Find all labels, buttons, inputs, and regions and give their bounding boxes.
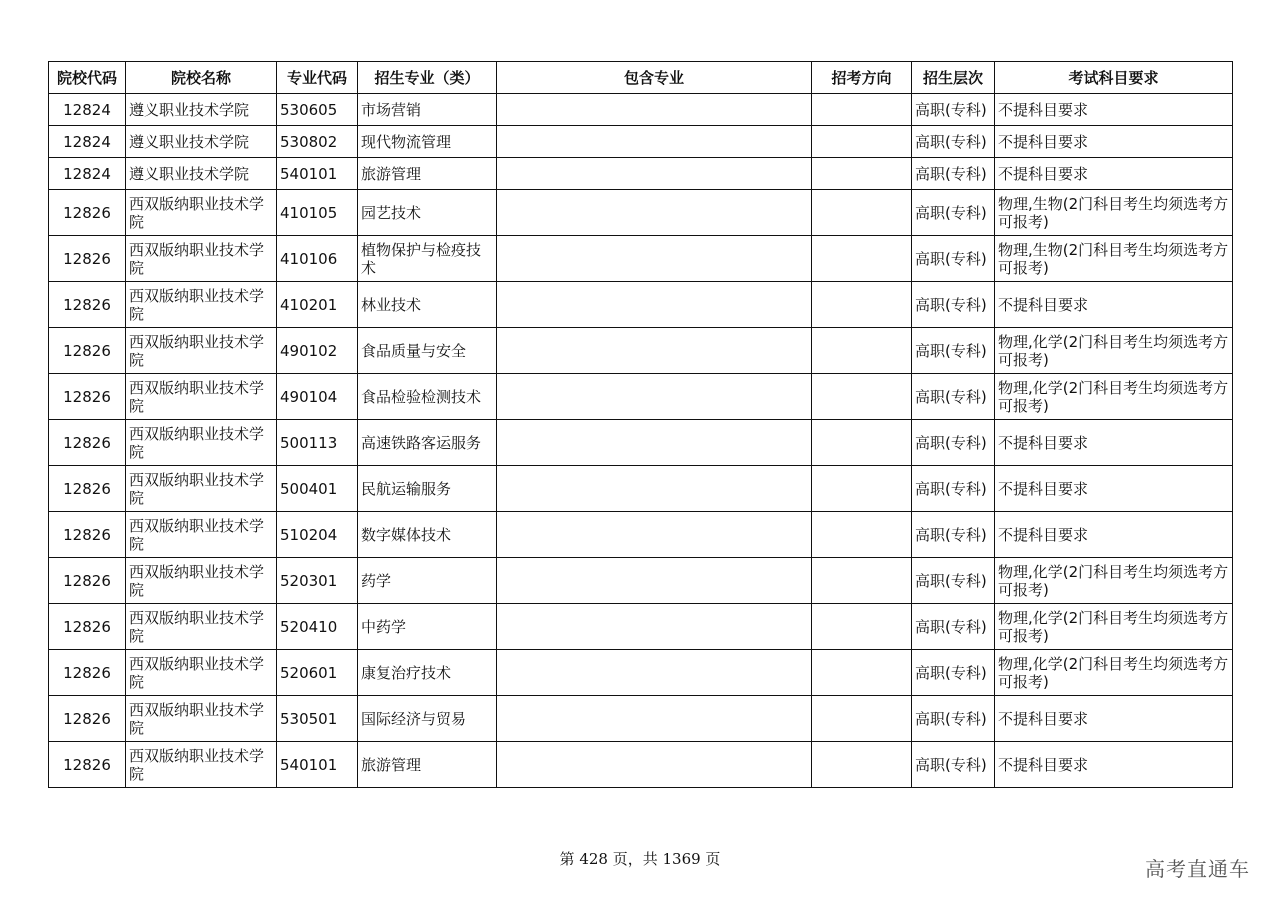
cell-school-name: 西双版纳职业技术学院 <box>126 604 277 650</box>
cell-major: 食品质量与安全 <box>358 328 497 374</box>
cell-included-majors <box>497 650 812 696</box>
table-row <box>49 190 1233 236</box>
cell-school-name: 西双版纳职业技术学院 <box>126 742 277 788</box>
cell-included-majors <box>497 558 812 604</box>
cell-school-code: 12824 <box>49 158 126 190</box>
cell-school-code: 12826 <box>49 190 126 236</box>
cell-requirement: 不提科目要求 <box>995 282 1233 328</box>
header-school-code: 院校代码 <box>49 62 126 94</box>
cell-included-majors <box>497 94 812 126</box>
table-row <box>49 374 1233 420</box>
cell-major: 药学 <box>358 558 497 604</box>
cell-level: 高职(专科) <box>912 158 995 190</box>
cell-school-name: 西双版纳职业技术学院 <box>126 650 277 696</box>
table-row <box>49 558 1233 604</box>
cell-level: 高职(专科) <box>912 604 995 650</box>
watermark: 高考直通车 <box>1145 857 1250 881</box>
cell-school-code: 12826 <box>49 696 126 742</box>
cell-school-name: 西双版纳职业技术学院 <box>126 236 277 282</box>
cell-included-majors <box>497 604 812 650</box>
cell-level: 高职(专科) <box>912 94 995 126</box>
cell-school-name: 西双版纳职业技术学院 <box>126 190 277 236</box>
cell-school-name: 遵义职业技术学院 <box>126 94 277 126</box>
cell-school-code: 12826 <box>49 236 126 282</box>
cell-school-code: 12824 <box>49 94 126 126</box>
table-row <box>49 236 1233 282</box>
cell-requirement: 不提科目要求 <box>995 512 1233 558</box>
cell-school-code: 12826 <box>49 282 126 328</box>
cell-major: 食品检验检测技术 <box>358 374 497 420</box>
cell-major-code: 530802 <box>277 126 358 158</box>
cell-school-code: 12826 <box>49 420 126 466</box>
cell-included-majors <box>497 328 812 374</box>
cell-requirement: 物理,化学(2门科目考生均须选考方可报考) <box>995 604 1233 650</box>
cell-school-name: 西双版纳职业技术学院 <box>126 282 277 328</box>
cell-major: 康复治疗技术 <box>358 650 497 696</box>
cell-school-code: 12826 <box>49 466 126 512</box>
cell-direction <box>812 696 912 742</box>
cell-major-code: 500113 <box>277 420 358 466</box>
cell-school-name: 西双版纳职业技术学院 <box>126 512 277 558</box>
cell-included-majors <box>497 512 812 558</box>
cell-level: 高职(专科) <box>912 420 995 466</box>
table-row <box>49 696 1233 742</box>
cell-school-code: 12826 <box>49 512 126 558</box>
cell-major-code: 410105 <box>277 190 358 236</box>
cell-major-code: 410201 <box>277 282 358 328</box>
cell-school-name: 遵义职业技术学院 <box>126 158 277 190</box>
cell-requirement: 物理,化学(2门科目考生均须选考方可报考) <box>995 558 1233 604</box>
cell-school-code: 12826 <box>49 742 126 788</box>
cell-major: 旅游管理 <box>358 158 497 190</box>
header-major: 招生专业（类） <box>358 62 497 94</box>
cell-requirement: 不提科目要求 <box>995 94 1233 126</box>
cell-major: 高速铁路客运服务 <box>358 420 497 466</box>
cell-major-code: 510204 <box>277 512 358 558</box>
cell-direction <box>812 650 912 696</box>
header-direction: 招考方向 <box>812 62 912 94</box>
cell-major-code: 530501 <box>277 696 358 742</box>
table-row <box>49 742 1233 788</box>
cell-level: 高职(专科) <box>912 512 995 558</box>
cell-school-code: 12826 <box>49 558 126 604</box>
cell-school-name: 西双版纳职业技术学院 <box>126 328 277 374</box>
cell-requirement: 物理,化学(2门科目考生均须选考方可报考) <box>995 650 1233 696</box>
cell-included-majors <box>497 236 812 282</box>
cell-requirement: 不提科目要求 <box>995 158 1233 190</box>
cell-school-code: 12824 <box>49 126 126 158</box>
cell-school-code: 12826 <box>49 650 126 696</box>
cell-major: 中药学 <box>358 604 497 650</box>
table-row <box>49 650 1233 696</box>
cell-requirement: 物理,化学(2门科目考生均须选考方可报考) <box>995 328 1233 374</box>
cell-included-majors <box>497 374 812 420</box>
cell-major-code: 490102 <box>277 328 358 374</box>
cell-level: 高职(专科) <box>912 466 995 512</box>
cell-direction <box>812 158 912 190</box>
table-row <box>49 328 1233 374</box>
cell-major-code: 490104 <box>277 374 358 420</box>
cell-level: 高职(专科) <box>912 742 995 788</box>
cell-school-code: 12826 <box>49 374 126 420</box>
cell-school-name: 遵义职业技术学院 <box>126 126 277 158</box>
cell-level: 高职(专科) <box>912 374 995 420</box>
cell-major: 旅游管理 <box>358 742 497 788</box>
cell-direction <box>812 190 912 236</box>
table-row <box>49 420 1233 466</box>
cell-major-code: 540101 <box>277 158 358 190</box>
cell-level: 高职(专科) <box>912 236 995 282</box>
cell-level: 高职(专科) <box>912 650 995 696</box>
cell-requirement: 物理,化学(2门科目考生均须选考方可报考) <box>995 374 1233 420</box>
cell-included-majors <box>497 742 812 788</box>
cell-direction <box>812 466 912 512</box>
cell-included-majors <box>497 126 812 158</box>
cell-major-code: 520301 <box>277 558 358 604</box>
cell-requirement: 物理,生物(2门科目考生均须选考方可报考) <box>995 190 1233 236</box>
cell-direction <box>812 512 912 558</box>
table-row <box>49 94 1233 126</box>
table-row <box>49 126 1233 158</box>
cell-school-name: 西双版纳职业技术学院 <box>126 374 277 420</box>
cell-school-name: 西双版纳职业技术学院 <box>126 558 277 604</box>
cell-requirement: 物理,生物(2门科目考生均须选考方可报考) <box>995 236 1233 282</box>
cell-school-name: 西双版纳职业技术学院 <box>126 696 277 742</box>
cell-major: 市场营销 <box>358 94 497 126</box>
cell-included-majors <box>497 158 812 190</box>
cell-major-code: 540101 <box>277 742 358 788</box>
header-school-name: 院校名称 <box>126 62 277 94</box>
cell-included-majors <box>497 190 812 236</box>
header-major-code: 专业代码 <box>277 62 358 94</box>
cell-major-code: 500401 <box>277 466 358 512</box>
header-requirement: 考试科目要求 <box>995 62 1233 94</box>
cell-major-code: 520410 <box>277 604 358 650</box>
cell-level: 高职(专科) <box>912 558 995 604</box>
cell-direction <box>812 328 912 374</box>
cell-direction <box>812 94 912 126</box>
page-number: 第 428 页，共 1369 页 <box>559 850 721 868</box>
header-included-majors: 包含专业 <box>497 62 812 94</box>
cell-level: 高职(专科) <box>912 328 995 374</box>
cell-requirement: 不提科目要求 <box>995 742 1233 788</box>
cell-level: 高职(专科) <box>912 696 995 742</box>
cell-major: 园艺技术 <box>358 190 497 236</box>
table-row <box>49 512 1233 558</box>
cell-level: 高职(专科) <box>912 126 995 158</box>
table-row <box>49 158 1233 190</box>
cell-included-majors <box>497 696 812 742</box>
cell-school-code: 12826 <box>49 328 126 374</box>
cell-level: 高职(专科) <box>912 282 995 328</box>
cell-major-code: 520601 <box>277 650 358 696</box>
table-row <box>49 466 1233 512</box>
cell-major: 国际经济与贸易 <box>358 696 497 742</box>
cell-direction <box>812 558 912 604</box>
cell-direction <box>812 374 912 420</box>
cell-school-code: 12826 <box>49 604 126 650</box>
cell-included-majors <box>497 282 812 328</box>
cell-direction <box>812 126 912 158</box>
admissions-table <box>48 61 1233 788</box>
cell-requirement: 不提科目要求 <box>995 126 1233 158</box>
cell-direction <box>812 604 912 650</box>
cell-major: 数字媒体技术 <box>358 512 497 558</box>
cell-major: 林业技术 <box>358 282 497 328</box>
table-row <box>49 282 1233 328</box>
cell-included-majors <box>497 420 812 466</box>
cell-direction <box>812 236 912 282</box>
cell-major-code: 530605 <box>277 94 358 126</box>
cell-direction <box>812 742 912 788</box>
cell-included-majors <box>497 466 812 512</box>
cell-requirement: 不提科目要求 <box>995 466 1233 512</box>
cell-school-name: 西双版纳职业技术学院 <box>126 420 277 466</box>
cell-direction <box>812 282 912 328</box>
cell-direction <box>812 420 912 466</box>
header-level: 招生层次 <box>912 62 995 94</box>
cell-major: 植物保护与检疫技术 <box>358 236 497 282</box>
header-row <box>49 62 1233 94</box>
cell-major: 民航运输服务 <box>358 466 497 512</box>
cell-major: 现代物流管理 <box>358 126 497 158</box>
cell-school-name: 西双版纳职业技术学院 <box>126 466 277 512</box>
cell-level: 高职(专科) <box>912 190 995 236</box>
cell-requirement: 不提科目要求 <box>995 696 1233 742</box>
table-row <box>49 604 1233 650</box>
cell-requirement: 不提科目要求 <box>995 420 1233 466</box>
cell-major-code: 410106 <box>277 236 358 282</box>
